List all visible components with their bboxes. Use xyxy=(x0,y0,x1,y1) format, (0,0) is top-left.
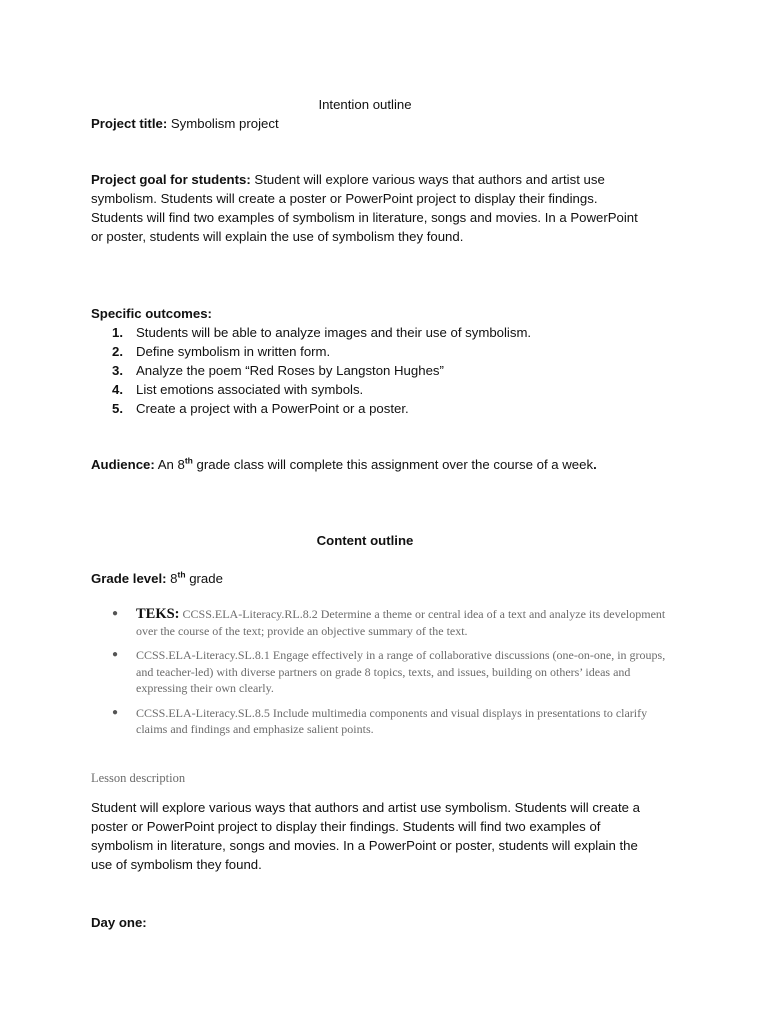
specific-outcomes-label: Specific outcomes: xyxy=(91,306,212,321)
audience-text-rest: grade class will complete this assignment over the course of a week xyxy=(192,457,594,472)
bullet-icon: ● xyxy=(112,608,119,619)
list-text: Define symbolism in written form. xyxy=(136,344,331,359)
project-title-line xyxy=(91,114,691,133)
bullet-icon: ● xyxy=(112,649,119,660)
list-text: Analyze the poem “Red Roses by Langston Hughes” xyxy=(136,363,444,378)
grade-level-superscript: th xyxy=(177,569,186,580)
teks-standard: CCSS.ELA-Literacy.SL.8.5 Include multimedia components and visual displays in presentations to clarify claims and findings and emphasize salient points. xyxy=(136,705,648,736)
audience-superscript: th xyxy=(184,455,193,466)
content-outline-heading: Content outline xyxy=(316,533,414,548)
bullet-icon: ● xyxy=(112,706,119,718)
teks-standard: CCSS.ELA-Literacy.SL.8.1 Engage effectively in a range of collaborative discussions (one-on-one, in groups, and teacher-led) with diverse partners on grade 8 topics, texts, and issues, building on others’ ideas and expressing their own clearly. xyxy=(136,648,666,695)
outcomes-list xyxy=(91,323,691,418)
grade-level-label: Grade level: xyxy=(91,571,167,586)
project-goal-line: symbolism. Students will create a poster or PowerPoint project to display their findings. xyxy=(91,191,598,206)
day-one-label: Day one: xyxy=(91,915,147,930)
list-item xyxy=(112,606,672,639)
project-goal-line: Students will find two examples of symbolism in literature, songs and movies. In a PowerPoint xyxy=(91,210,638,225)
grade-level-text: grade xyxy=(185,571,223,586)
list-item xyxy=(91,342,691,361)
list-text: Students will be able to analyze images and their use of symbolism. xyxy=(136,325,532,340)
audience-period: . xyxy=(593,457,597,472)
lesson-description-label: Lesson description xyxy=(91,771,186,785)
list-number: 5. xyxy=(112,401,123,416)
lesson-description-line: use of symbolism they found. xyxy=(91,857,262,872)
lesson-description-paragraph xyxy=(91,798,691,874)
intention-outline-heading: Intention outline xyxy=(318,97,412,112)
grade-level-number: 8 xyxy=(170,571,178,586)
list-number: 3. xyxy=(112,363,123,378)
audience-text: An 8 xyxy=(157,457,185,472)
audience-line xyxy=(91,455,691,474)
list-item xyxy=(91,323,691,342)
teks-label: TEKS: xyxy=(136,606,180,622)
teks-standard: CCSS.ELA-Literacy.RL.8.2 Determine a theme or central idea of a text and analyze its development over the course of the text; provide an objective summary of the text. xyxy=(136,607,666,638)
list-number: 2. xyxy=(112,344,123,359)
project-goal-line: Student will explore various ways that authors and artist use xyxy=(254,172,605,187)
list-number: 1. xyxy=(112,325,123,340)
project-goal-line: or poster, students will explain the use of symbolism they found. xyxy=(91,229,464,244)
list-number: 4. xyxy=(112,382,123,397)
project-goal-label: Project goal for students: xyxy=(91,172,251,187)
list-item xyxy=(91,380,691,399)
project-title-label: Project title: xyxy=(91,116,168,131)
teks-list xyxy=(112,606,672,746)
lesson-description-line: poster or PowerPoint project to display their findings. Students will find two examples of xyxy=(91,819,601,834)
project-goal-paragraph xyxy=(91,170,691,246)
list-item xyxy=(91,399,691,418)
list-text: List emotions associated with symbols. xyxy=(136,382,364,397)
list-item xyxy=(112,647,672,697)
list-item xyxy=(112,705,672,738)
lesson-description-line: symbolism in literature, songs and movies. In a PowerPoint or poster, students will explain the xyxy=(91,838,638,853)
project-title-value: Symbolism project xyxy=(170,116,279,131)
lesson-description-line: Student will explore various ways that authors and artist use symbolism. Students will create a xyxy=(91,800,641,815)
specific-outcomes-section xyxy=(91,304,691,418)
list-item xyxy=(91,361,691,380)
audience-label: Audience: xyxy=(91,457,155,472)
grade-level-line xyxy=(91,569,691,588)
day-one-heading xyxy=(91,913,691,932)
list-text: Create a project with a PowerPoint or a poster. xyxy=(136,401,409,416)
